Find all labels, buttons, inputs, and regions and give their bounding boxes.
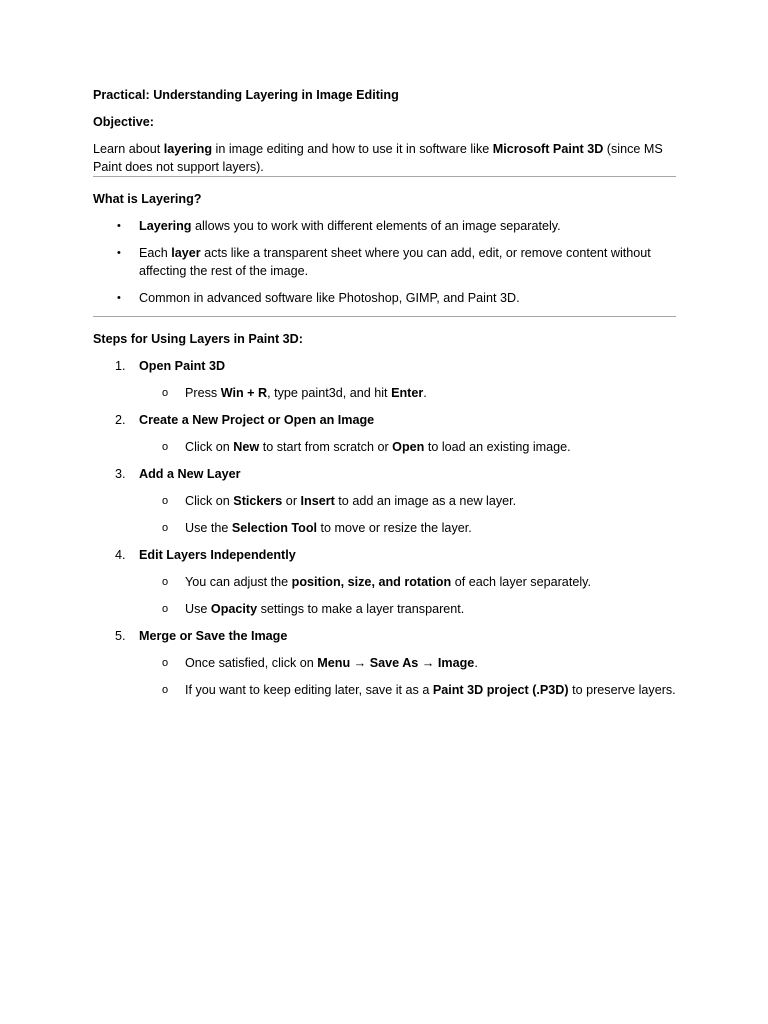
list-item: • Common in advanced software like Photoshop, GIMP, and Paint 3D. [117,291,520,305]
document-title: Practical: Understanding Layering in Image Editing [93,88,399,102]
layering-bullet-list [93,217,676,307]
document-page [93,86,676,708]
bullet-icon: • [117,247,121,259]
step-item [93,357,676,402]
circle-bullet-icon: o [162,522,169,534]
circle-bullet-icon: o [162,495,169,507]
bullet-icon: • [117,220,121,232]
sub-list-item: o If you want to keep editing later, save it as a Paint 3D project (.P3D) to preserve layers. [162,683,676,697]
circle-bullet-icon: o [162,576,169,588]
step-item [93,411,676,456]
section-divider [93,316,676,317]
sub-list-item: o Use the Selection Tool to move or resize the layer. [162,521,472,535]
bullet-icon: • [117,292,121,304]
list-item: • Layering allows you to work with different elements of an image separately. [117,219,561,233]
circle-bullet-icon: o [162,684,169,696]
list-item: • Each layer acts like a transparent sheet where you can add, edit, or remove content without affecting the rest of the image. [117,246,651,278]
steps-list [93,357,676,699]
sub-list-item: o Click on New to start from scratch or Open to load an existing image. [162,440,571,454]
step-item [93,627,676,699]
step-number: 5. [115,629,126,643]
step-number: 1. [115,359,126,373]
section-heading-steps: Steps for Using Layers in Paint 3D: [93,332,303,346]
step-item [93,546,676,618]
section-heading-what-is-layering: What is Layering? [93,192,202,206]
sub-list-item: o Once satisfied, click on Menu → Save As → Image. [162,656,478,670]
step-title: Merge or Save the Image [139,629,288,643]
step-number: 4. [115,548,126,562]
objective-text: Learn about layering in image editing and how to use it in software like Microsoft Paint 3D (since MS Paint does not support layers). [93,142,663,174]
circle-bullet-icon: o [162,441,169,453]
step-title: Create a New Project or Open an Image [139,413,375,427]
step-title: Add a New Layer [139,467,241,481]
section-divider [93,176,676,177]
sub-list-item: o Click on Stickers or Insert to add an image as a new layer. [162,494,517,508]
objective-label: Objective: [93,115,154,129]
sub-list-item: o Use Opacity settings to make a layer transparent. [162,602,465,616]
circle-bullet-icon: o [162,603,169,615]
step-title: Edit Layers Independently [139,548,296,562]
step-item [93,465,676,537]
step-number: 3. [115,467,126,481]
step-number: 2. [115,413,126,427]
sub-list-item: o Press Win + R, type paint3d, and hit Enter. [162,386,427,400]
circle-bullet-icon: o [162,387,169,399]
sub-list-item: o You can adjust the position, size, and rotation of each layer separately. [162,575,591,589]
step-title: Open Paint 3D [139,359,226,373]
circle-bullet-icon: o [162,657,169,669]
